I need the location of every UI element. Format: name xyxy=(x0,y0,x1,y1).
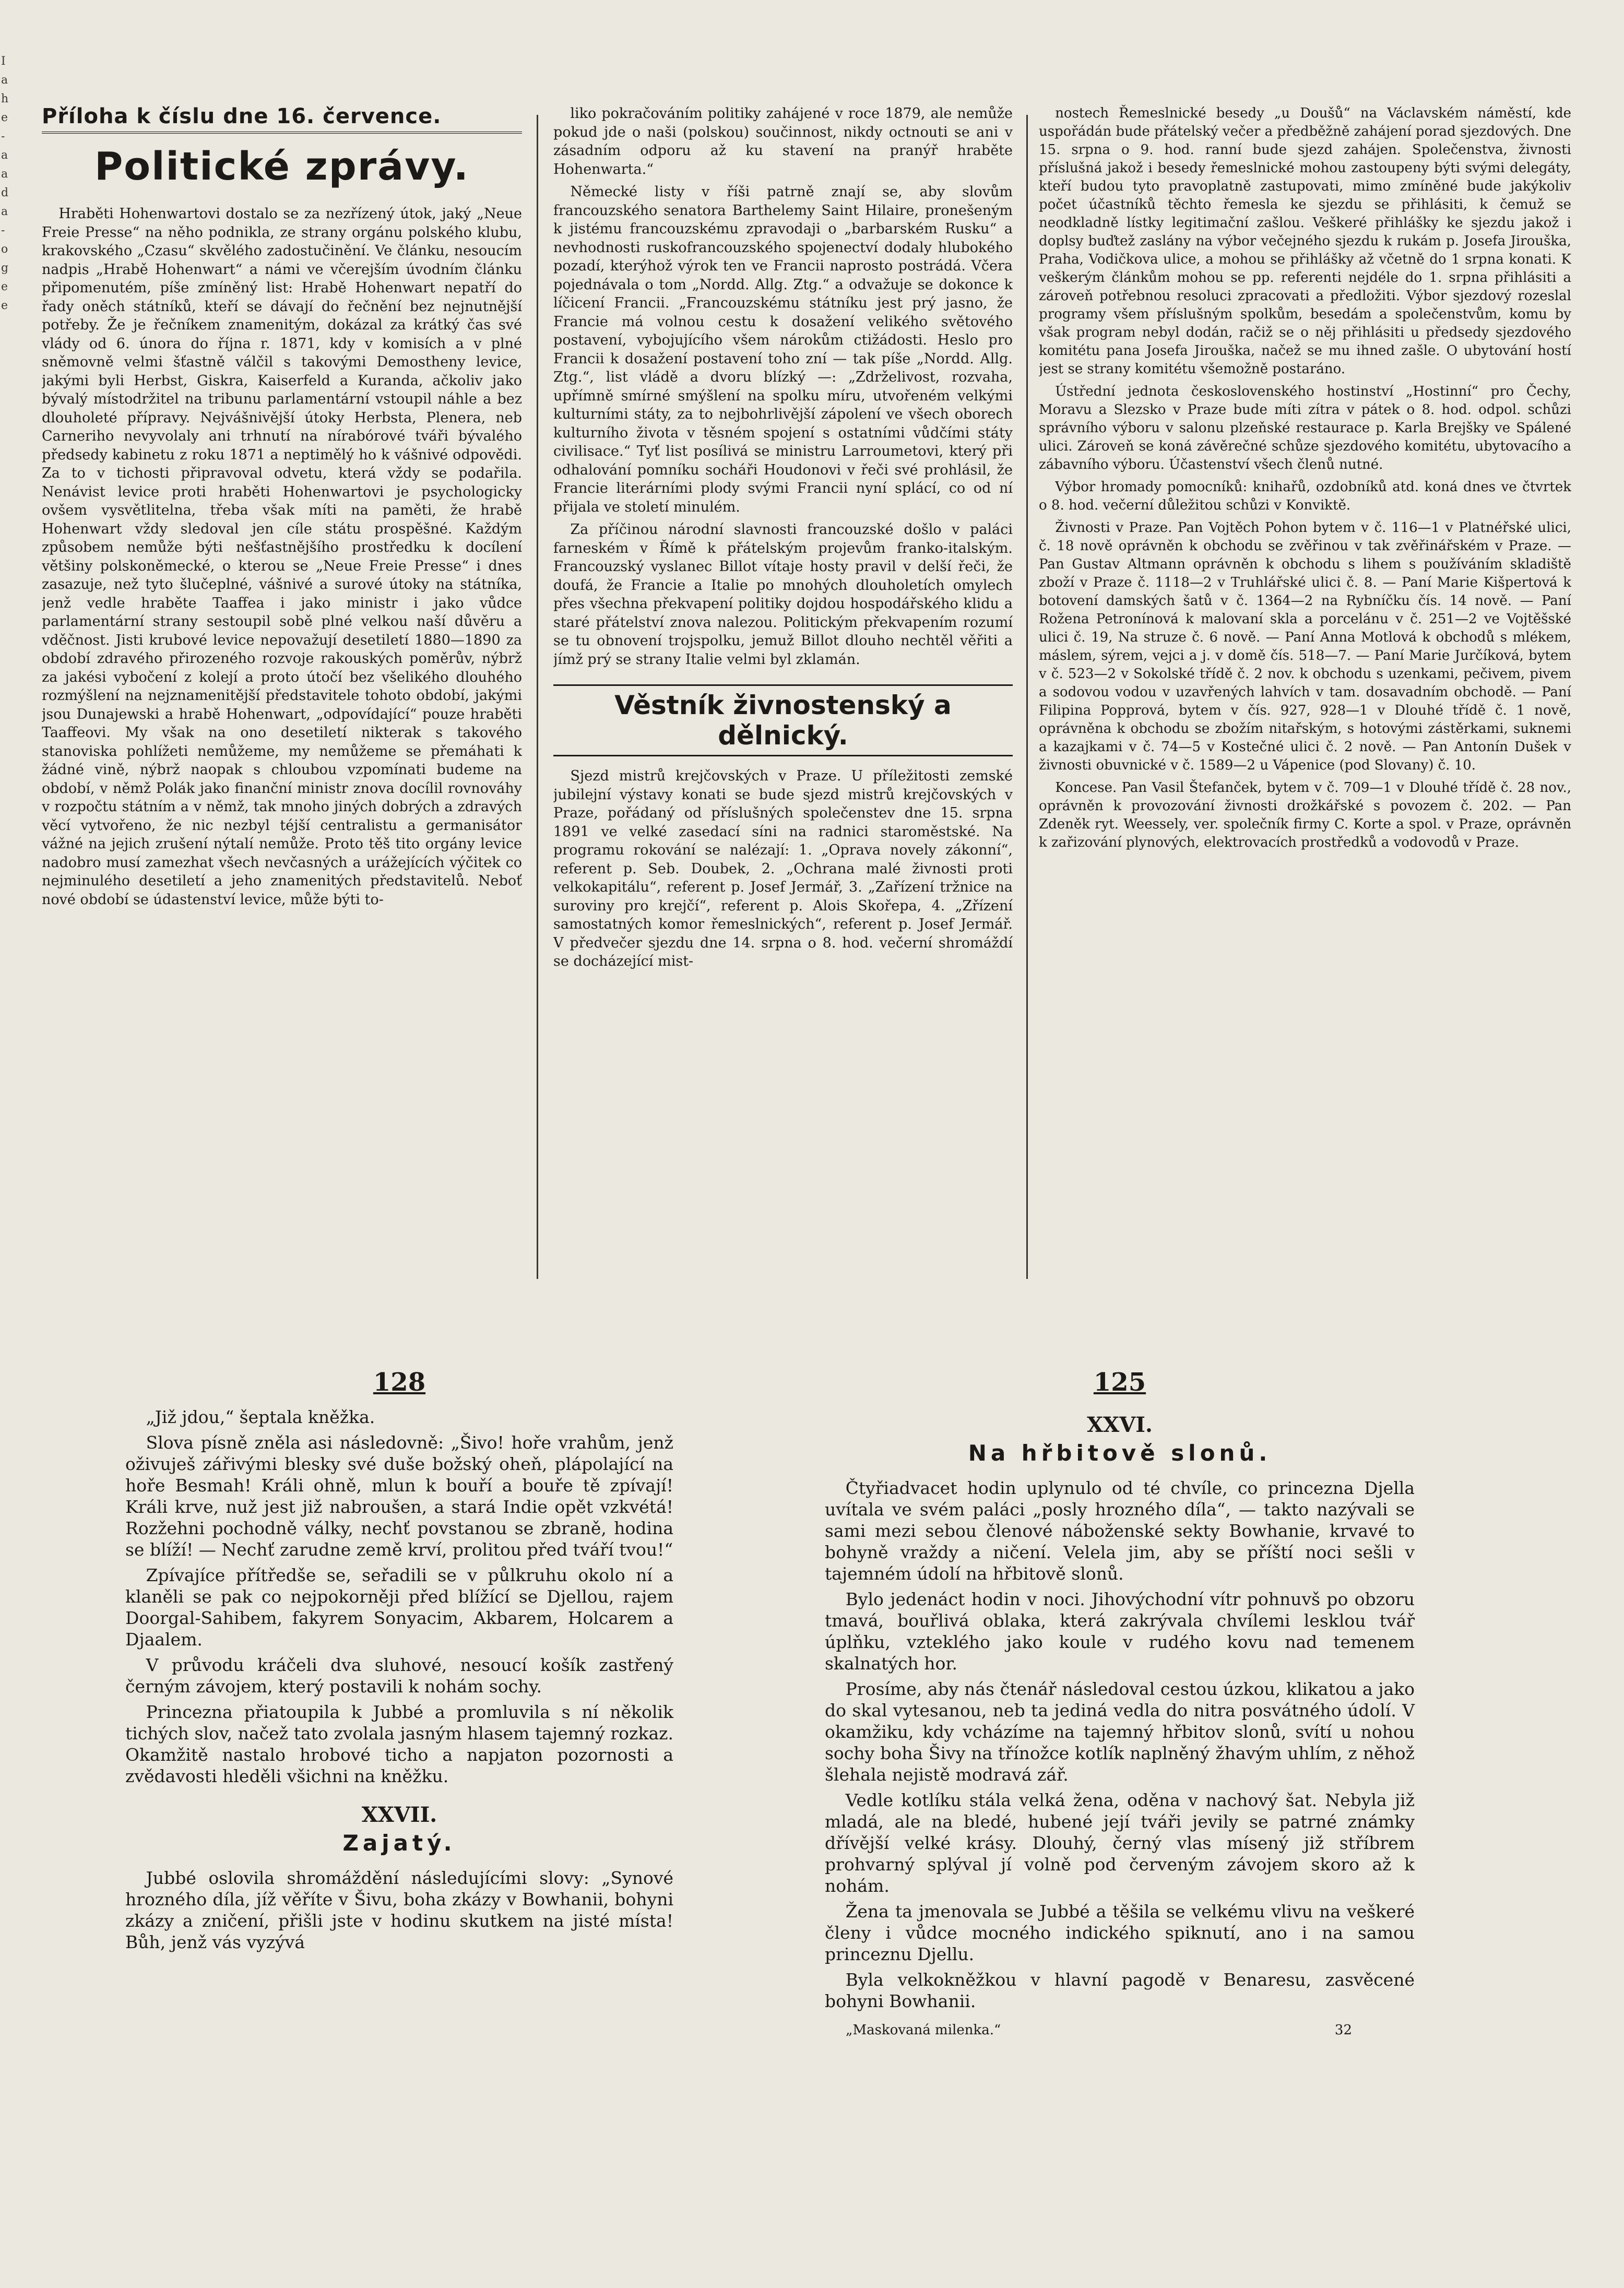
novel-paragraph: Slova písně zněla asi následovně: „Šivo! hoře vrahům, jenž oživuješ zářivými blesky své duše božský oheň, plápolající na hoře Besmah! Králi ohně, mlun k bouří a bouře tě zpívají! Králi krve, nuž jest již nabroušen, a stará Indie opět vzkvétá! Rozžehni pochodně války, nechť povstanou se zbraně, hodina se blíží! — Nechť zarudne země krví, prolitou před tváří tvou!“ xyxy=(125,1432,673,1560)
page-number: 128 xyxy=(373,1368,426,1397)
left-edge-marks xyxy=(1,52,11,315)
footer-title: „Maskovaná milenka.“ xyxy=(846,2022,1001,2038)
article-paragraph: Koncese. Pan Vasil Štefanček, bytem v č. 709—1 v Dlouhé třídě č. 28 nov., oprávněn k provozování živnosti drožkářské s povozem č. 202. — Pan Zdeněk ryt. Weessely, ver. společník firmy C. Korte a spol. v Praze, oprávněn k zařizování plynových, elektrovacích prostředků a vodovodů v Praze. xyxy=(1039,780,1571,850)
article-paragraph: Za příčinou národní slavnosti francouzské došlo v paláci farneském v Římě k přátelským projevům franko-italským. Francouzský vyslanec Billot vítaje hosty pravil v delší řeči, že doufá, že Francie a Italie po mnohých dlouholetích omylech přes všechna překvapení politiky dojdou hospodářského klidu a staré přátelství znova nalezou. Politickým překvapením rozumí se tu obnovení trojspolku, jemuž Billot dlouho nechtěl věřiti a jímž prý se strany Italie velmi byl zklamán. xyxy=(553,521,1013,668)
footer-number: 32 xyxy=(1334,2022,1352,2038)
chapter-number: XXVI. xyxy=(1087,1413,1153,1437)
edge-mark: h xyxy=(1,92,9,105)
edge-mark: I xyxy=(1,55,6,68)
edge-mark: - xyxy=(1,130,5,143)
novel-paragraph: V průvodu kráčeli dva sluhové, nesoucí košík zastřený černým závojem, který postavili k nohám sochy. xyxy=(125,1655,673,1697)
headline-political-news: Politické zprávy. xyxy=(94,144,469,189)
chapter-number: XXVII. xyxy=(361,1803,437,1827)
column-divider xyxy=(1026,115,1028,1279)
novel-paragraph: Jubbé oslovila shromáždění následujícími slovy: „Synové hrozného díla, jíž věříte v Šivu, boha zkázy v Bowhanii, bohyni zkázy a zničení, přišli jste v hodinu skutkem na jisté místa! Bůh, jenž vás vyzývá xyxy=(125,1868,673,1952)
article-paragraph: Hraběti Hohenwartovi dostalo se za nezřízený útok, jaký „Neue Freie Presse“ na něho podnikla, ze strany orgánu polského klubu, krakovského „Czasu“ skvělého zadostučinění. Ve článku, nesoucím nadpis „Hrabě Hohenwart“ a námi ve včerejším úvodním článku připomenutém, píše zmíněný list: Hrabě Hohenwart nepatří do řady oněch státníků, kteří se dávají do řečnění bez nejnutnější potřeby. Že je řečníkem znamenitým, dokázal za krátký čas své vlády od 6. února do října r. 1871, kdy v komisích a v plné sněmovně velmi šťastně válčil s takovými Demostheny levice, jakými byli Herbst, Giskra, Kaiserfeld a Kuranda, ačkoliv jako bývalý místodržitel na tribunu parlamentární vstoupil náhle a bez dlouholeté přípravy. Nejvášnivější útoky Herbsta, Plenera, neb Carneriho nevyvolaly ani trhnutí na nírabórové tváři bývalého předsedy kabinetu z roku 1871 a neptimělý ho k vášnivé odpovědi. Za to v tichosti připravoval odvetu, která vždy se podařila. Nenávist levice proti hraběti Hohenwartovi je psychologicky ovšem vysvětlitelna, třeba však míti na paměti, že hrabě Hohenwart vždy sledoval jen cíle státu prospěšné. Každým způsobem nemůže býti nešťastnějšího prostředku k docílení většiny polskoněmecké, o kterou se „Neue Freie Presse“ i dnes zasazuje, než tyto šlučeplné, vášnivé a surové útoky na státníka, jenž vedle hraběte Taaffea i jako ministr i jako vůdce parlamentární strany sestoupil sobě plné velkou naší důvěru a vděčnost. Jisti krubové levice nepovažují desetiletí 1880—1890 za období zdravého přirozeného rozvoje rakouských poměrův, nýbrž za jakési vybočení z kolejí a proto útočí bez všelikého dlouhého rozmýšlení na nejznamenitější představitele tohoto období, jakými jsou Dunajewski a hrabě Hohenwart, „odpovídající“ pouze hraběti Taaffeovi. My však na ono desetiletí nikterak s takového stanoviska pohlížeti nemůžeme, my nemůžeme se přemáhati k žádné vině, nýbrž naopak s chloubou vzpomínati budeme na období, v němž Polák jako finanční ministr znova docílil rovnováhy v rozpočtu státním a v němž, tak mnoho jiných dobrých a zdravých věcí vytvořeno, že nic nezbyl téjší centralistu a germanisátor vážné na jejich zrušení nýtalí nemůže. Proto těš tito orgány levice nadobro musí zamezhat všech nevčasných a urážejících výčitek co nejminulého desetiletí a jeho znamenitých představitelů. Neboť nové období se údastenství levice, může býti to- xyxy=(42,206,522,908)
edge-mark: d xyxy=(1,186,9,199)
article-paragraph: Výbor hromady pomocníků: knihařů, ozdobníků atd. koná dnes ve čtvrtek o 8. hod. večerní důležitou schůzi v Konviktě. xyxy=(1039,479,1571,513)
edge-mark: e xyxy=(1,299,8,312)
article-paragraph: Živnosti v Praze. Pan Vojtěch Pohon bytem v č. 116—1 v Platnéřské ulici, č. 18 nově oprávněn k obchodu se zvěřinou v tak zvěřinářském v Praze. — Pan Gustav Altmann oprávněn k obchodu s lihem s používáním skladiště zboží v Praze č. 1118—2 v Truhlářské ulici č. 8. — Paní Marie Kišpertová k botovení damských šatů v č. 1364—2 na Rybníčku čís. 14 nově. — Paní Rožena Petronínová k malovaní skla a porcelánu v č. 251—2 ve Vojtěšské ulici č. 19, Na struze č. 6 nově. — Paní Anna Motlová k obchodů s mlékem, máslem, sýrem, vejci a j. v domě čís. 518—7. — Paní Marie Jurčíková, bytem v č. 523—2 v Sokolské třídě č. 2 nov. k obchodu s uzenkami, pečivem, pivem a sodovou vodou v uzavřených lahvích v tam. dosavadním obchodě. — Paní Filipina Popprová, bytem v čís. 927, 928—1 v Dlouhé třídě č. 1 nově, oprávněna k obchodu se zbožím nitařským, s hotovými zástěrkami, suknemi a kazajkami v č. 74—5 v Kostečné ulici č. 2 nově. — Pan Antonín Dušek v živnosti obuvnické v č. 1589—2 u Vápenice (pod Slovany) č. 10. xyxy=(1039,520,1571,773)
novel-paragraph: Princezna přiatoupila k Jubbé a promluvila s ní několik tichých slov, načež tato zvolala jasným hlasem tajemný rozkaz. Okamžitě nastalo hrobové ticho a napjaton pozornosti a zvědavosti hleděli všichni na kněžku. xyxy=(125,1702,673,1786)
novel-paragraph: Zpívajíce přítředše se, seřadili se v půlkruhu okolo ní a klaněli se pak co nejpokorněji před blížící se Djellou, rajem Doorgal-Sahibem, fakyrem Sonyacim, Akbarem, Holcarem a Djaalem. xyxy=(125,1565,673,1650)
column-politics xyxy=(42,104,522,1284)
novel-footer xyxy=(825,2022,1415,2038)
novel-paragraph: Vedle kotlíku stála velká žena, oděna v nachový šat. Nebyla již mladá, ale na bledé, hubené její tváři jevily se patrné známky dřívější velké krásy. Dlouhý, černý vlas mísený již stříbrem prohvarný splýval jí volně pod červeným závojem skoro až k nohám. xyxy=(825,1790,1415,1896)
edge-mark: a xyxy=(1,74,8,87)
serial-novel-page-left xyxy=(125,1368,673,1957)
edge-mark: o xyxy=(1,243,8,256)
article-paragraph: Sjezd mistrů krejčovských v Praze. U příležitosti zemské jubilejní výstavy konati se bude sjezd mistrů krejčovských v Praze, pořádaný od příslušných společenstev dne 15. srpna 1891 ve velké zasedací síni na radnici staroměstské. Na programu rokování se nalézají: 1. „Oprava novely zákonní“, referent p. Seb. Doubek, 2. „Ochrana malé živnosti proti velkokapitálu“, referent p. Josef Jermář, 3. „Zařízení tržnice na suroviny pro krejčí“, referent p. Alois Skořepa, 4. „Zřízení samostatných komor řemeslnických“, referent p. Josef Jermář. V předvečer sjezdu dne 14. srpna o 8. hod. večerní shromáždí se docházející mist- xyxy=(553,768,1013,969)
column-divider xyxy=(537,115,538,1279)
supplement-header: Příloha k číslu dne 16. července. xyxy=(42,104,522,134)
article-paragraph: liko pokračováním politiky zahájené v roce 1879, ale nemůže pokud jde o naši (polskou) součinnost, nikdy octnouti se ani v zásadním odporu až ku stavení na pranýř hraběte Hohenwarta.“ xyxy=(553,105,1013,177)
page-number: 125 xyxy=(1093,1368,1146,1397)
chapter-title: Zajatý. xyxy=(342,1830,456,1856)
edge-mark: g xyxy=(1,262,9,275)
column-trade-news xyxy=(1039,104,1571,1284)
novel-paragraph: Žena ta jmenovala se Jubbé a těšila se velkému vlivu na veškeré členy i vůdce mocného indického spiknutí, ano i na samou princeznu Djellu. xyxy=(825,1901,1415,1964)
column-politics-continued xyxy=(553,104,1013,1284)
novel-paragraph: „Již jdou,“ šeptala kněžka. xyxy=(146,1407,375,1427)
article-paragraph: Německé listy v říši patrně znají se, aby slovům francouzského senatora Barthelemy Saint Hilaire, pronešeným k jistému francouzskému zpravodaji o „barbarském Rusku“ a nevhodnosti ruskofrancouzského spojenectví dodaly hlubokého pozadí, kterýhož výrok ten ve Francii naprosto postrádá. Včera pojednávala o tom „Nordd. Allg. Ztg.“ a odvažuje se dokonce k líčicení Francii. „Francouzskému státníku jest prý jasno, že Francie má volnou cestu k dosažení velikého světového postavení, vybojujícího všem nárokům ctižádosti. Heslo pro Francii k dosažení postavení toho zní — tak píše „Nordd. Allg. Ztg.“, list vládě a dvoru blízký —: „Zdrželivost, rozvaha, upřímně smírné smýšlení na spolku míru, utvořeném velkými kulturními státy, za to nejbohrlivější zápolení ve všech oborech kulturního života v těsném spojení s ostatními vůdčími státy civilisace.“ Tyť list posílivá se ministru Larroumetovi, který při odhalování pomníku socháři Houdonovi v řeči své prohlásil, že Francie literárními plody svými Francii nyní splácí, co od ní přijala ve století minulém. xyxy=(553,184,1013,515)
edge-mark: a xyxy=(1,149,8,162)
section-title-trade-bulletin: Věstník živnostenský a dělnický. xyxy=(553,684,1013,756)
novel-paragraph: Prosíme, aby nás čtenář následoval cestou úzkou, klikatou a jako do skal vytesanou, neb ta jediná vedla do nitra posvátného údolí. V okamžiku, kdy vcházíme na tajemný hřbitov slonů, svítí u nohou sochy boha Šivy na třínožce kotlík naplněný žhavým uhlím, z něhož šlehala nejistě modravá zář. xyxy=(825,1679,1415,1785)
edge-mark: - xyxy=(1,224,5,237)
novel-paragraph: Bylo jedenáct hodin v noci. Jihovýchodní vítr pohnuvš po obzoru tmavá, bouřlivá oblaka, která zakrývala chvílemi lesklou tvář úplňku, vzteklého jako koule v rudého kovu nad temenem skalnatých hor. xyxy=(825,1589,1415,1674)
edge-mark: e xyxy=(1,280,8,293)
novel-paragraph: Čtyřiadvacet hodin uplynulo od té chvíle, co princezna Djella uvítala ve svém paláci „posly hrozného díla“, — takto nazývali se sami mezi sebou členové náboženské sekty Bowhanie, krvavé to bohyně vraždy a ničení. Velela jim, aby se příští noci sešli v tajemném údolí na hřbitově slonů. xyxy=(825,1478,1415,1584)
article-paragraph: nostech Řemeslnické besedy „u Doušů“ na Václavském náměstí, kde uspořádán bude přátelský večer a předběžně zahájení porad sjezdových. Dne 15. srpna o 9. hod. ranní bude sjezd zahájen. Společenstva, živnosti příslušná jakož i besedy řemeslnické mohou zastoupeny býti svými delegáty, kteří budou tyto pravoplatně zastupovati, mimo zmíněné bude jakýkoliv počet účastníků těchto řemesla ke sjezdu se přihlásiti, k čemuž se neodkladně lístky legitimační zašlou. Veškeré přihlášky ke sjezdu jakož i doplsy buďtež zaslány na výbor večejného sjezdu k rukám p. Josefa Jirouška, Praha, Vodičkova ulice, a mohou se přihlášky až včetně do 1 srpna konati. K veškerým článkům mohou se pp. referenti nejdéle do 1. srpna přihlásiti a zároveň potřebnou resoluci zpracovati a předložiti. Výbor sjezdový rozeslal programy všem příslušným spolkům, besedám a společenstvům, komu by však program nebyl dodán, račiž se o něj přihlásiti u předsedy sjezdového komitétu pana Josefa Jirouška, načež se mu ihned zašle. O ubytování hostí jest se strany komitétu všemožně postaráno. xyxy=(1039,105,1571,377)
novel-paragraph: Byla velkokněžkou v hlavní pagodě v Benaresu, zasvěcené bohyni Bowhanii. xyxy=(825,1970,1415,2011)
edge-mark: a xyxy=(1,168,8,181)
edge-mark: e xyxy=(1,111,8,124)
newspaper-page xyxy=(31,104,1603,2271)
serial-novel-page-right xyxy=(825,1368,1415,2038)
edge-mark: a xyxy=(1,205,8,218)
article-paragraph: Ústřední jednota československého hostinství „Hostinní“ pro Čechy, Moravu a Slezsko v Praze bude míti zítra v pátek o 8. hod. odpol. schůzi správního výboru v salonu plzeňské restaurace p. Karla Brejšky ve Spálené ulici. Zároveň se koná závěrečné schůze sjezdového komitétu, ubytovacího a zábavního výboru. Účastenství všech členů nutné. xyxy=(1039,384,1571,472)
chapter-title: Na hřbitově slonů. xyxy=(968,1440,1272,1466)
